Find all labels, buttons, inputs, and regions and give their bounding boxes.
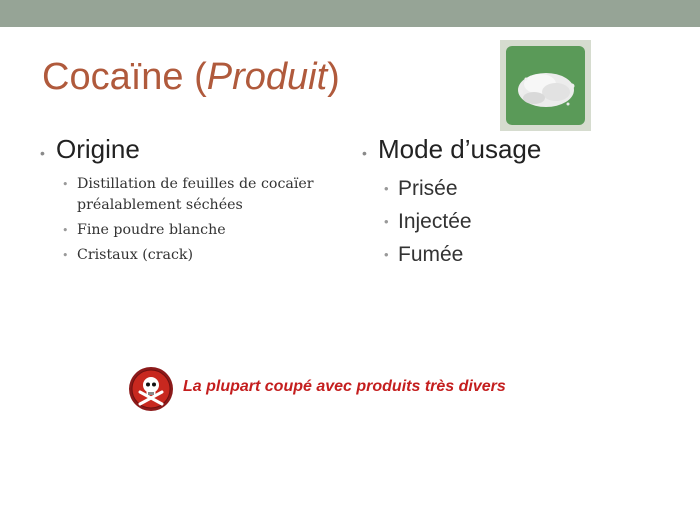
list-item: • Fumée (384, 242, 662, 267)
white-powder-image (500, 40, 591, 131)
origin-section (40, 132, 350, 270)
top-bar (0, 0, 700, 27)
usage-section (362, 132, 662, 275)
slide-title: Cocaïne (Produit) (42, 56, 340, 98)
bullet-icon: • (362, 145, 367, 161)
usage-list (384, 176, 662, 267)
origin-list (62, 174, 350, 266)
warning-text: La plupart coupé avec produits très divers (183, 378, 506, 395)
list-item: • Injectée (384, 209, 662, 234)
skull-crossbones-icon (128, 366, 174, 412)
usage-heading: • Mode d’usage (362, 132, 662, 170)
origin-heading: • Origine (40, 132, 350, 170)
list-item: • Prisée (384, 176, 662, 201)
list-item: • Cristaux (crack) (62, 245, 350, 266)
bullet-icon: • (40, 145, 45, 161)
list-item: • Fine poudre blanche (62, 220, 350, 241)
list-item: • Distillation de feuilles de cocaïer préalablement séchées (62, 174, 350, 216)
